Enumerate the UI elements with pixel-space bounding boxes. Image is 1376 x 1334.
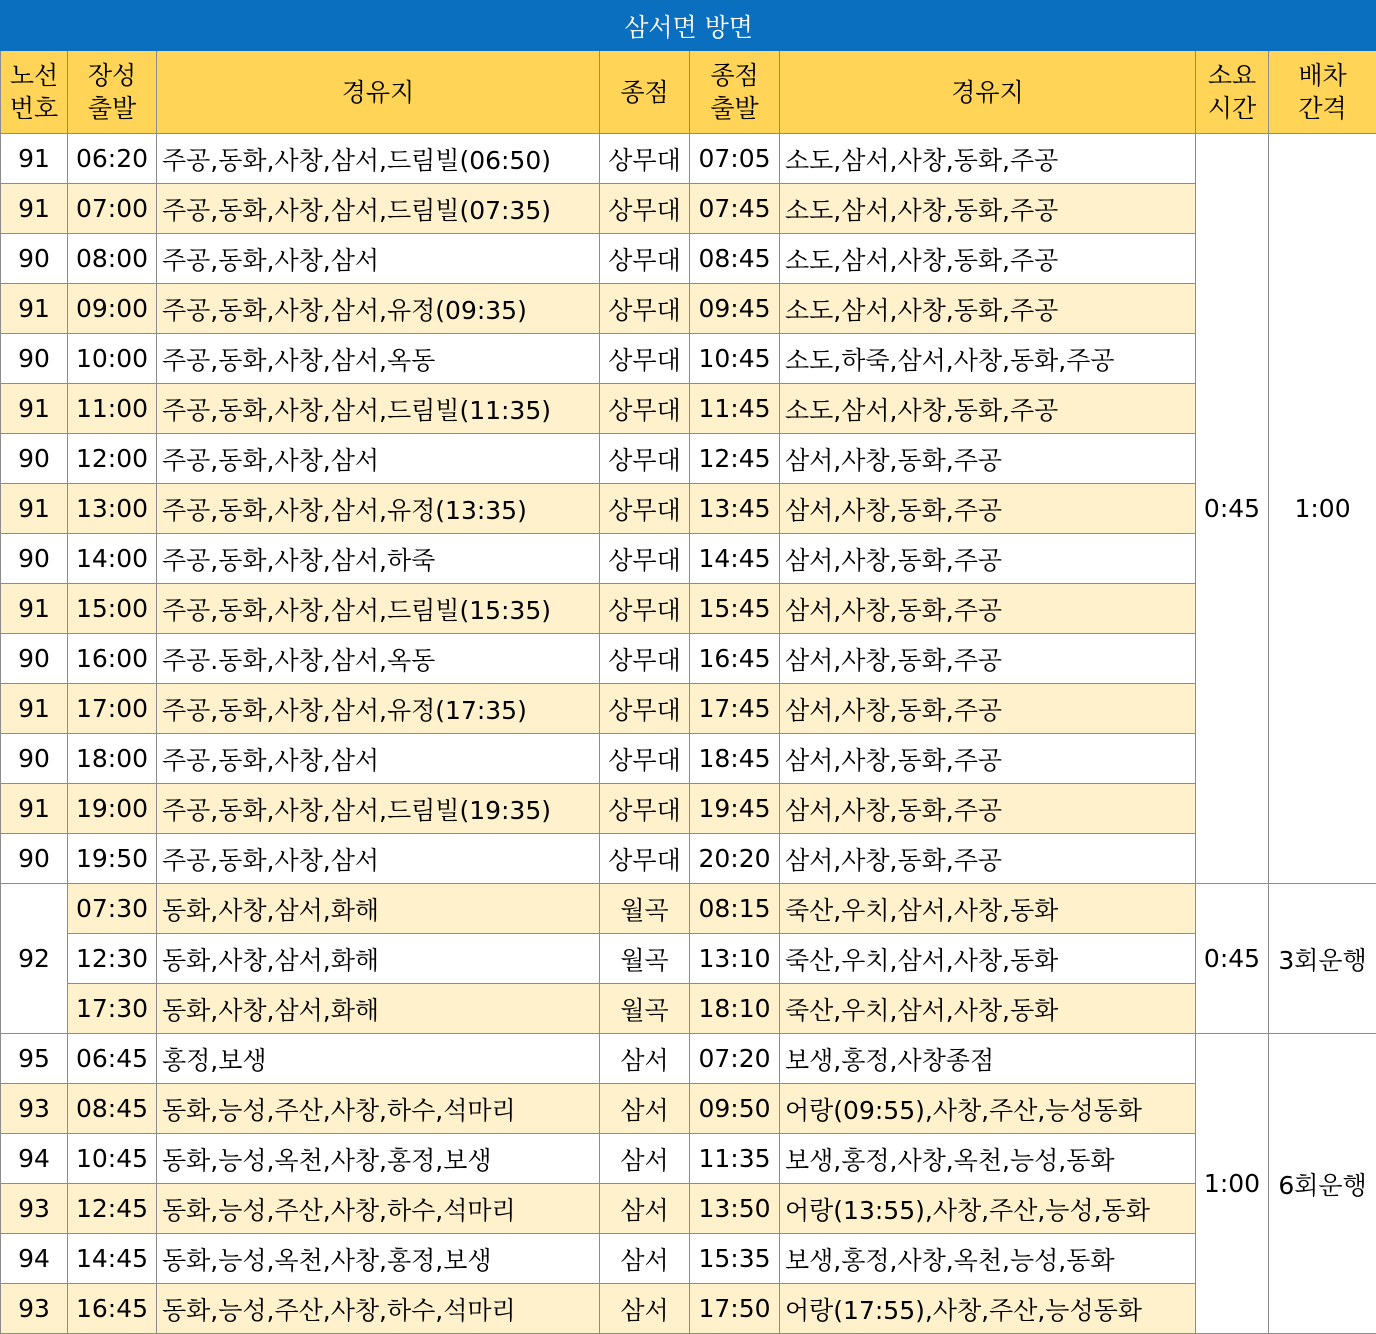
table-row (1, 334, 1376, 384)
depart-time-cell: 17:00 (68, 684, 157, 734)
via-back-cell: 죽산,우치,삼서,사창,동화 (780, 934, 1196, 984)
table-row (1, 1084, 1376, 1134)
table-row (1, 1034, 1376, 1084)
table-row (1, 384, 1376, 434)
via-out-cell: 주공,동화,사창,삼서,드림빌(07:35) (157, 184, 600, 234)
table-row (1, 434, 1376, 484)
via-back-cell: 삼서,사창,동화,주공 (780, 734, 1196, 784)
term-depart-cell: 18:10 (690, 984, 780, 1034)
via-back-cell: 소도,삼서,사창,동화,주공 (780, 134, 1196, 184)
term-depart-cell: 08:45 (690, 234, 780, 284)
interval-cell: 3회운행 (1269, 884, 1376, 1034)
header-duration: 소요 시간 (1196, 51, 1269, 134)
route-no-cell: 95 (1, 1034, 68, 1084)
via-out-cell: 주공,동화,사창,삼서 (157, 734, 600, 784)
term-depart-cell: 07:45 (690, 184, 780, 234)
via-back-cell: 소도,삼서,사창,동화,주공 (780, 384, 1196, 434)
term-depart-cell: 09:50 (690, 1084, 780, 1134)
term-depart-cell: 17:50 (690, 1284, 780, 1334)
via-back-cell: 소도,삼서,사창,동화,주공 (780, 184, 1196, 234)
terminus-cell: 삼서 (600, 1284, 690, 1334)
interval-cell: 6회운행 (1269, 1034, 1376, 1334)
route-no-cell: 91 (1, 584, 68, 634)
table-row (1, 584, 1376, 634)
depart-time-cell: 08:45 (68, 1084, 157, 1134)
via-back-cell: 죽산,우치,삼서,사창,동화 (780, 884, 1196, 934)
depart-time-cell: 15:00 (68, 584, 157, 634)
table-row (1, 984, 1376, 1034)
via-back-cell: 보생,홍정,사창종점 (780, 1034, 1196, 1084)
depart-time-cell: 09:00 (68, 284, 157, 334)
header-depart: 장성 출발 (68, 51, 157, 134)
via-out-cell: 홍정,보생 (157, 1034, 600, 1084)
route-no-cell: 90 (1, 434, 68, 484)
route-no-cell: 90 (1, 834, 68, 884)
table-row (1, 1184, 1376, 1234)
via-back-cell: 삼서,사창,동화,주공 (780, 834, 1196, 884)
table-row (1, 634, 1376, 684)
term-depart-cell: 15:35 (690, 1234, 780, 1284)
terminus-cell: 삼서 (600, 1184, 690, 1234)
depart-time-cell: 12:30 (68, 934, 157, 984)
terminus-cell: 월곡 (600, 934, 690, 984)
via-back-cell: 어랑(09:55),사창,주산,능성동화 (780, 1084, 1196, 1134)
route-no-cell: 91 (1, 184, 68, 234)
depart-time-cell: 12:45 (68, 1184, 157, 1234)
via-out-cell: 주공,동화,사창,삼서,드림빌(19:35) (157, 784, 600, 834)
via-out-cell: 주공,동화,사창,삼서 (157, 434, 600, 484)
depart-time-cell: 17:30 (68, 984, 157, 1034)
term-depart-cell: 15:45 (690, 584, 780, 634)
depart-time-cell: 19:00 (68, 784, 157, 834)
header-via-out: 경유지 (157, 51, 600, 134)
interval-cell: 1:00 (1269, 134, 1376, 884)
via-back-cell: 삼서,사창,동화,주공 (780, 434, 1196, 484)
header-term-depart: 종점 출발 (690, 51, 780, 134)
via-back-cell: 소도,하죽,삼서,사창,동화,주공 (780, 334, 1196, 384)
terminus-cell: 상무대 (600, 734, 690, 784)
route-no-cell: 91 (1, 134, 68, 184)
table-row (1, 284, 1376, 334)
term-depart-cell: 13:10 (690, 934, 780, 984)
term-depart-cell: 08:15 (690, 884, 780, 934)
route-no-cell: 93 (1, 1184, 68, 1234)
via-back-cell: 삼서,사창,동화,주공 (780, 684, 1196, 734)
table-title: 삼서면 방면 (1, 1, 1376, 51)
via-back-cell: 삼서,사창,동화,주공 (780, 634, 1196, 684)
depart-time-cell: 19:50 (68, 834, 157, 884)
schedule-body (1, 134, 1376, 1334)
terminus-cell: 상무대 (600, 384, 690, 434)
via-out-cell: 주공.동화,사창,삼서,옥동 (157, 634, 600, 684)
via-out-cell: 동화,사창,삼서,화해 (157, 984, 600, 1034)
via-back-cell: 삼서,사창,동화,주공 (780, 484, 1196, 534)
depart-time-cell: 07:30 (68, 884, 157, 934)
depart-time-cell: 14:00 (68, 534, 157, 584)
via-out-cell: 동화,사창,삼서,화해 (157, 884, 600, 934)
depart-time-cell: 18:00 (68, 734, 157, 784)
header-row (1, 51, 1376, 134)
depart-time-cell: 07:00 (68, 184, 157, 234)
term-depart-cell: 13:45 (690, 484, 780, 534)
via-back-cell: 보생,홍정,사창,옥천,능성,동화 (780, 1234, 1196, 1284)
duration-cell: 0:45 (1196, 884, 1269, 1034)
table-row (1, 1134, 1376, 1184)
terminus-cell: 상무대 (600, 134, 690, 184)
table-row (1, 884, 1376, 934)
header-via-back: 경유지 (780, 51, 1196, 134)
via-back-cell: 삼서,사창,동화,주공 (780, 584, 1196, 634)
terminus-cell: 상무대 (600, 784, 690, 834)
header-interval: 배차 간격 (1269, 51, 1376, 134)
depart-time-cell: 14:45 (68, 1234, 157, 1284)
term-depart-cell: 09:45 (690, 284, 780, 334)
via-back-cell: 소도,삼서,사창,동화,주공 (780, 284, 1196, 334)
terminus-cell: 상무대 (600, 234, 690, 284)
terminus-cell: 상무대 (600, 684, 690, 734)
term-depart-cell: 12:45 (690, 434, 780, 484)
depart-time-cell: 13:00 (68, 484, 157, 534)
via-out-cell: 동화,사창,삼서,화해 (157, 934, 600, 984)
terminus-cell: 상무대 (600, 634, 690, 684)
via-out-cell: 주공,동화,사창,삼서,옥동 (157, 334, 600, 384)
table-row (1, 484, 1376, 534)
route-no-cell: 93 (1, 1284, 68, 1334)
terminus-cell: 상무대 (600, 534, 690, 584)
table-row (1, 184, 1376, 234)
route-no-cell: 90 (1, 634, 68, 684)
route-no-cell: 90 (1, 734, 68, 784)
term-depart-cell: 14:45 (690, 534, 780, 584)
terminus-cell: 상무대 (600, 334, 690, 384)
term-depart-cell: 11:45 (690, 384, 780, 434)
table-row (1, 934, 1376, 984)
via-out-cell: 주공,동화,사창,삼서 (157, 234, 600, 284)
term-depart-cell: 17:45 (690, 684, 780, 734)
table-row (1, 784, 1376, 834)
depart-time-cell: 16:00 (68, 634, 157, 684)
via-out-cell: 주공,동화,사창,삼서,하죽 (157, 534, 600, 584)
duration-cell: 1:00 (1196, 1034, 1269, 1334)
table-row (1, 734, 1376, 784)
duration-cell: 0:45 (1196, 134, 1269, 884)
term-depart-cell: 19:45 (690, 784, 780, 834)
term-depart-cell: 07:05 (690, 134, 780, 184)
via-back-cell: 삼서,사창,동화,주공 (780, 784, 1196, 834)
table-row (1, 1234, 1376, 1284)
table-row (1, 534, 1376, 584)
via-out-cell: 동화,능성,주산,사창,하수,석마리 (157, 1184, 600, 1234)
route-no-cell: 91 (1, 484, 68, 534)
term-depart-cell: 20:20 (690, 834, 780, 884)
term-depart-cell: 18:45 (690, 734, 780, 784)
via-out-cell: 주공,동화,사창,삼서,드림빌(15:35) (157, 584, 600, 634)
via-out-cell: 주공,동화,사창,삼서,유정(13:35) (157, 484, 600, 534)
term-depart-cell: 13:50 (690, 1184, 780, 1234)
route-no-cell: 91 (1, 684, 68, 734)
via-back-cell: 삼서,사창,동화,주공 (780, 534, 1196, 584)
table-row (1, 234, 1376, 284)
via-out-cell: 주공,동화,사창,삼서 (157, 834, 600, 884)
term-depart-cell: 07:20 (690, 1034, 780, 1084)
depart-time-cell: 12:00 (68, 434, 157, 484)
via-back-cell: 소도,삼서,사창,동화,주공 (780, 234, 1196, 284)
depart-time-cell: 11:00 (68, 384, 157, 434)
via-out-cell: 동화,능성,주산,사창,하수,석마리 (157, 1284, 600, 1334)
via-out-cell: 주공,동화,사창,삼서,드림빌(06:50) (157, 134, 600, 184)
header-terminus: 종점 (600, 51, 690, 134)
terminus-cell: 삼서 (600, 1134, 690, 1184)
route-no-cell: 90 (1, 334, 68, 384)
via-back-cell: 보생,홍정,사창,옥천,능성,동화 (780, 1134, 1196, 1184)
term-depart-cell: 10:45 (690, 334, 780, 384)
table-row (1, 684, 1376, 734)
via-back-cell: 어랑(13:55),사창,주산,능성,동화 (780, 1184, 1196, 1234)
route-no-cell: 91 (1, 784, 68, 834)
via-out-cell: 동화,능성,옥천,사창,홍정,보생 (157, 1134, 600, 1184)
via-out-cell: 동화,능성,옥천,사창,홍정,보생 (157, 1234, 600, 1284)
terminus-cell: 상무대 (600, 834, 690, 884)
terminus-cell: 상무대 (600, 584, 690, 634)
terminus-cell: 상무대 (600, 284, 690, 334)
terminus-cell: 월곡 (600, 984, 690, 1034)
terminus-cell: 삼서 (600, 1034, 690, 1084)
via-out-cell: 주공,동화,사창,삼서,유정(09:35) (157, 284, 600, 334)
via-out-cell: 동화,능성,주산,사창,하수,석마리 (157, 1084, 600, 1134)
terminus-cell: 상무대 (600, 184, 690, 234)
depart-time-cell: 10:00 (68, 334, 157, 384)
route-no-cell: 90 (1, 534, 68, 584)
table-row (1, 1284, 1376, 1334)
via-back-cell: 어랑(17:55),사창,주산,능성동화 (780, 1284, 1196, 1334)
via-back-cell: 죽산,우치,삼서,사창,동화 (780, 984, 1196, 1034)
route-no-cell: 92 (1, 884, 68, 1034)
route-no-cell: 94 (1, 1234, 68, 1284)
header-route-no: 노선 번호 (1, 51, 68, 134)
table-row (1, 834, 1376, 884)
via-out-cell: 주공,동화,사창,삼서,드림빌(11:35) (157, 384, 600, 434)
terminus-cell: 월곡 (600, 884, 690, 934)
depart-time-cell: 10:45 (68, 1134, 157, 1184)
depart-time-cell: 06:45 (68, 1034, 157, 1084)
terminus-cell: 상무대 (600, 484, 690, 534)
route-no-cell: 90 (1, 234, 68, 284)
route-no-cell: 93 (1, 1084, 68, 1134)
depart-time-cell: 08:00 (68, 234, 157, 284)
via-out-cell: 주공,동화,사창,삼서,유정(17:35) (157, 684, 600, 734)
route-no-cell: 94 (1, 1134, 68, 1184)
table-row (1, 134, 1376, 184)
route-no-cell: 91 (1, 284, 68, 334)
term-depart-cell: 11:35 (690, 1134, 780, 1184)
terminus-cell: 삼서 (600, 1084, 690, 1134)
terminus-cell: 상무대 (600, 434, 690, 484)
term-depart-cell: 16:45 (690, 634, 780, 684)
route-no-cell: 91 (1, 384, 68, 434)
depart-time-cell: 16:45 (68, 1284, 157, 1334)
depart-time-cell: 06:20 (68, 134, 157, 184)
terminus-cell: 삼서 (600, 1234, 690, 1284)
